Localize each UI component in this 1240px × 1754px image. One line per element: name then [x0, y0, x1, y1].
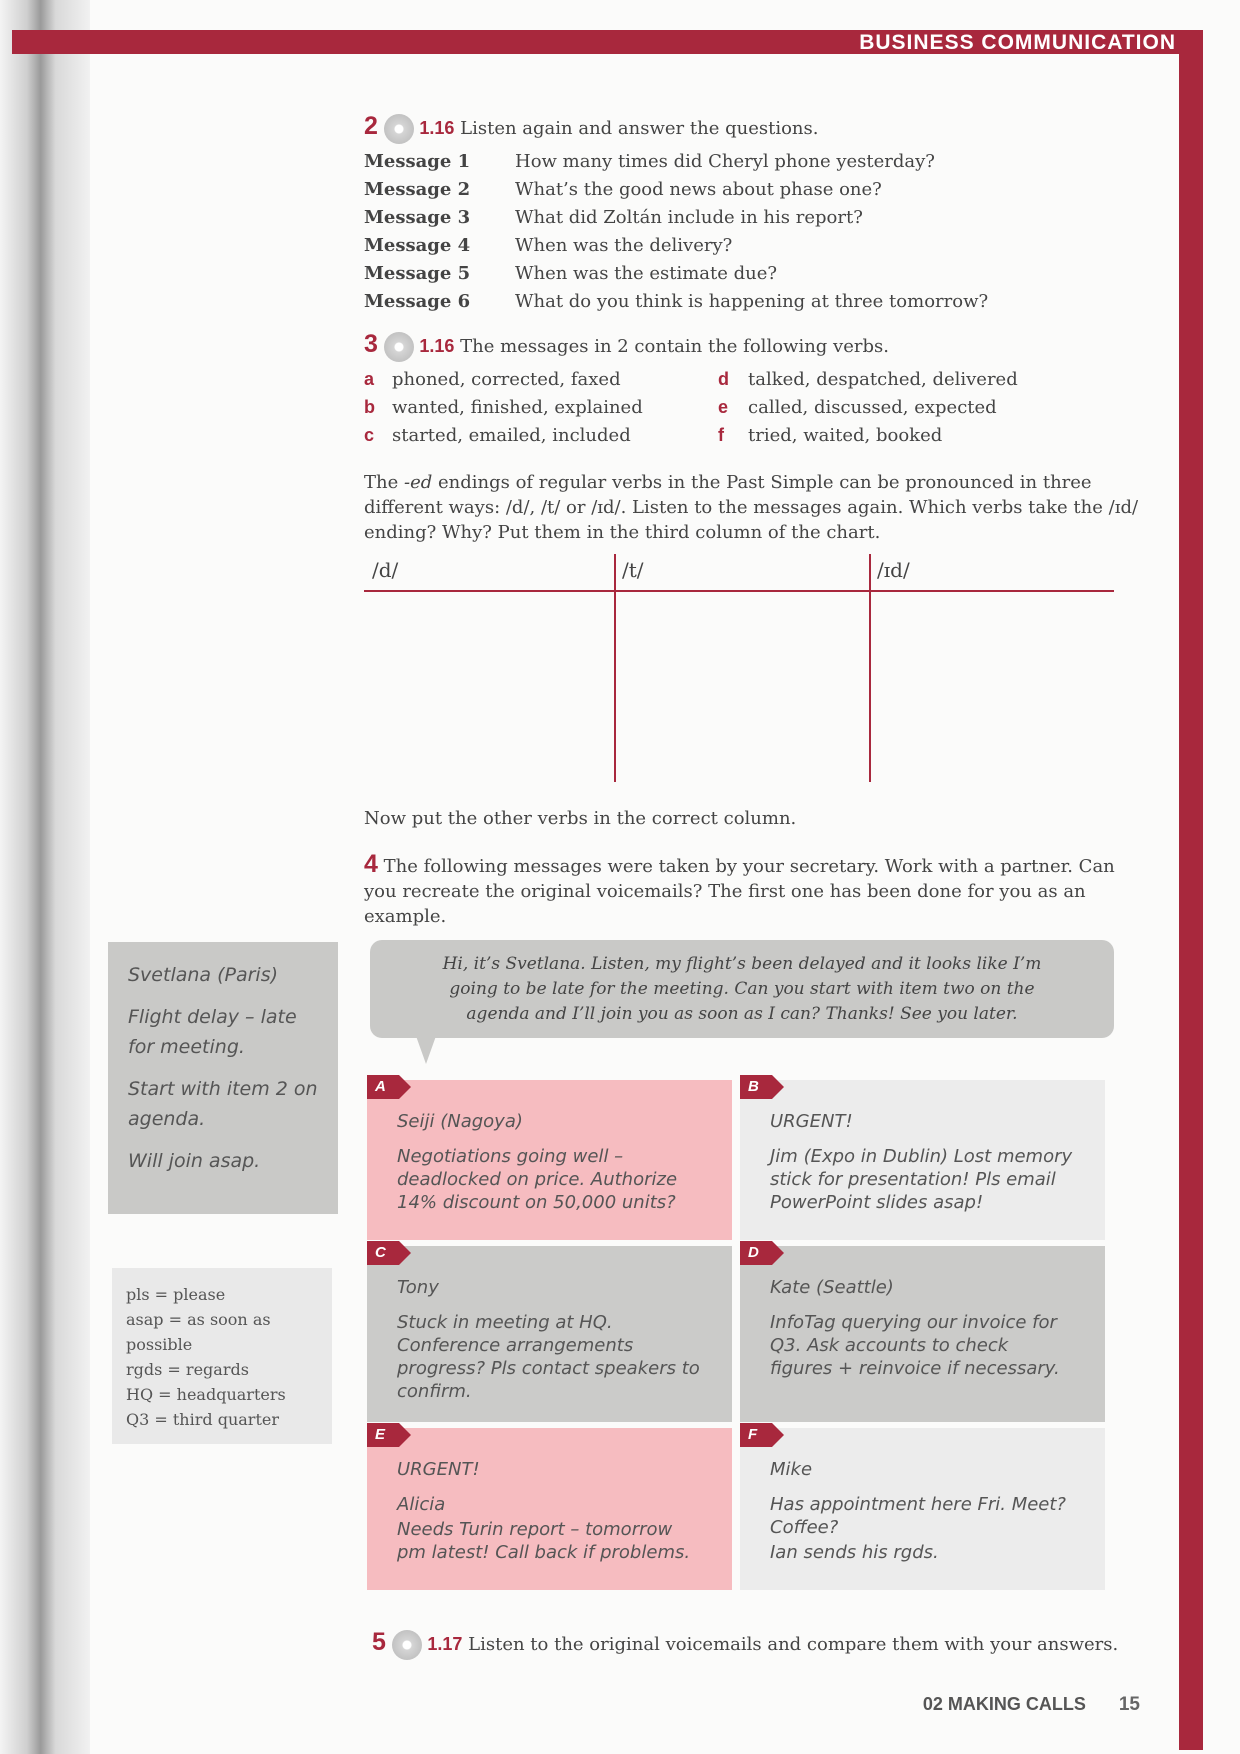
question-row	[364, 151, 935, 172]
exercise-3-heading	[364, 330, 889, 362]
message-card-e	[367, 1428, 732, 1590]
right-edge-bar	[1179, 30, 1203, 1750]
book-spine-shadow	[0, 0, 90, 1754]
message-question: When was the estimate due?	[515, 263, 778, 284]
exercise-number: 5	[372, 1628, 386, 1656]
note-line: Will join asap.	[128, 1150, 261, 1172]
glossary-entry: HQ = headquarters	[126, 1385, 286, 1404]
message-question: When was the delivery?	[515, 235, 733, 256]
audio-cd-icon[interactable]	[384, 114, 414, 144]
message-label: Message 1	[364, 151, 471, 172]
example-phone-note	[108, 942, 338, 1214]
glossary-entry: asap = as soon as possible	[126, 1310, 271, 1354]
card-letter-tag: D	[740, 1241, 772, 1265]
card-line: Ian sends his rgds.	[770, 1542, 939, 1563]
page-footer	[923, 1694, 1140, 1716]
message-question: What do you think is happening at three tomorrow?	[515, 291, 989, 312]
sound-chart	[364, 554, 1114, 782]
verb-list-item	[364, 397, 643, 418]
question-row	[364, 179, 882, 200]
message-question: What’s the good news about phase one?	[515, 179, 882, 200]
question-row	[364, 235, 733, 256]
section-title: BUSINESS COMMUNICATION	[859, 31, 1176, 54]
exercise-2-heading	[364, 112, 818, 144]
message-label: Message 2	[364, 179, 471, 200]
exercise-number: 2	[364, 112, 378, 140]
audio-cd-icon[interactable]	[392, 1630, 422, 1660]
note-line: Start with item 2 on agenda.	[128, 1078, 318, 1130]
card-letter-tag: F	[740, 1423, 772, 1447]
verb-list: phoned, corrected, faxed	[392, 369, 621, 390]
unit-title: 02 MAKING CALLS	[922, 1694, 1086, 1714]
message-card-c	[367, 1246, 732, 1422]
speech-bubble-tail	[416, 1036, 436, 1064]
message-card-a	[367, 1080, 732, 1240]
message-question: What did Zoltán include in his report?	[515, 207, 863, 228]
item-letter: b	[364, 397, 375, 417]
exercise-5-heading	[372, 1628, 1118, 1660]
card-letter-tag: C	[367, 1241, 399, 1265]
audio-track: 1.17	[427, 1634, 463, 1654]
question-row	[364, 207, 863, 228]
card-line: Negotiations going well – deadlocked on price. Authorize 14% discount on 50,000 units?	[397, 1146, 678, 1213]
chart-column-header: /ɪd/	[877, 558, 910, 582]
paragraph-italic: -ed	[403, 472, 433, 493]
card-line: Tony	[397, 1277, 439, 1298]
chart-followup-instruction: Now put the other verbs in the correct column.	[364, 808, 797, 829]
card-line: InfoTag querying our invoice for Q3. Ask accounts to check figures + reinvoice if necessary.	[770, 1312, 1060, 1379]
card-line: URGENT!	[770, 1111, 853, 1132]
chart-column-divider	[614, 554, 616, 782]
verb-list-item	[718, 425, 943, 446]
card-line: Stuck in meeting at HQ. Conference arrangements progress? Pls contact speakers to confirm.	[397, 1312, 700, 1402]
message-question: How many times did Cheryl phone yesterday?	[515, 151, 935, 172]
item-letter: d	[718, 369, 729, 389]
message-label: Message 6	[364, 291, 471, 312]
card-letter-tag: E	[367, 1423, 399, 1447]
verb-list: talked, despatched, delivered	[748, 369, 1018, 390]
message-card-b	[740, 1080, 1105, 1240]
glossary-entry: pls = please	[126, 1285, 226, 1304]
audio-track: 1.16	[419, 118, 455, 138]
glossary-entry: rgds = regards	[126, 1360, 249, 1379]
item-letter: e	[718, 397, 729, 417]
chart-column-header: /t/	[622, 558, 644, 582]
exercise-instruction: Listen to the original voicemails and compare them with your answers.	[468, 1634, 1119, 1655]
message-card-d	[740, 1246, 1105, 1422]
card-line: Has appointment here Fri. Meet? Coffee?	[770, 1494, 1066, 1538]
question-row	[364, 291, 989, 312]
card-line: Kate (Seattle)	[770, 1277, 894, 1298]
exercise-number: 4	[364, 850, 378, 878]
chart-column-divider	[869, 554, 871, 782]
message-card-f	[740, 1428, 1105, 1590]
note-line: Svetlana (Paris)	[128, 964, 279, 986]
item-letter: c	[364, 425, 375, 445]
example-voicemail-bubble: Hi, it’s Svetlana. Listen, my flight’s been delayed and it looks like I’m going to be late for the meeting. Can you start with item two on the agenda and I’ll join you as soon as I can? Thanks! See you later.	[370, 940, 1114, 1038]
verb-list-item	[718, 397, 997, 418]
exercise-number: 3	[364, 330, 378, 358]
card-line: Mike	[770, 1459, 813, 1480]
card-letter-tag: B	[740, 1075, 772, 1099]
verb-list: tried, waited, booked	[748, 425, 943, 446]
abbreviation-glossary	[112, 1268, 332, 1444]
verb-list: started, emailed, included	[392, 425, 631, 446]
paragraph-text: endings of regular verbs in the Past Simple can be pronounced in three different ways: /d/, /t/ or /ɪd/. Listen to the messages again. Which verbs take the /ɪd/ ending? Why? Put them in the third column of the chart.	[364, 472, 1139, 543]
audio-track: 1.16	[419, 336, 455, 356]
exercise-instruction: The messages in 2 contain the following verbs.	[460, 336, 889, 357]
verb-list-item	[718, 369, 1018, 390]
verb-list: wanted, finished, explained	[392, 397, 643, 418]
message-label: Message 4	[364, 235, 471, 256]
paragraph-text: The	[364, 472, 404, 493]
page-number: 15	[1118, 1694, 1140, 1715]
card-line: Needs Turin report – tomorrow pm latest! Call back if problems.	[397, 1519, 691, 1563]
chart-column-header: /d/	[372, 558, 399, 582]
card-line: Jim (Expo in Dublin) Lost memory stick for presentation! Pls email PowerPoint slides asap!	[770, 1146, 1073, 1213]
audio-cd-icon[interactable]	[384, 332, 414, 362]
note-line: Flight delay – late for meeting.	[128, 1006, 297, 1058]
exercise-4-instruction	[364, 852, 1144, 929]
item-letter: f	[718, 425, 724, 445]
message-label: Message 3	[364, 207, 471, 228]
item-letter: a	[364, 369, 375, 389]
message-label: Message 5	[364, 263, 471, 284]
card-line: URGENT!	[397, 1459, 480, 1480]
card-line: Seiji (Nagoya)	[397, 1111, 523, 1132]
pronunciation-paragraph	[364, 470, 1144, 545]
verb-list: called, discussed, expected	[748, 397, 997, 418]
verb-list-item	[364, 369, 621, 390]
glossary-entry: Q3 = third quarter	[126, 1410, 279, 1429]
card-line: Alicia	[397, 1494, 446, 1515]
question-row	[364, 263, 778, 284]
exercise-instruction: Listen again and answer the questions.	[460, 118, 819, 139]
chart-header-rule	[364, 590, 1114, 592]
exercise-instruction: The following messages were taken by your secretary. Work with a partner. Can you recreate the original voicemails? The first one has been done for you as an example.	[364, 856, 1115, 927]
card-letter-tag: A	[367, 1075, 399, 1099]
verb-list-item	[364, 425, 631, 446]
